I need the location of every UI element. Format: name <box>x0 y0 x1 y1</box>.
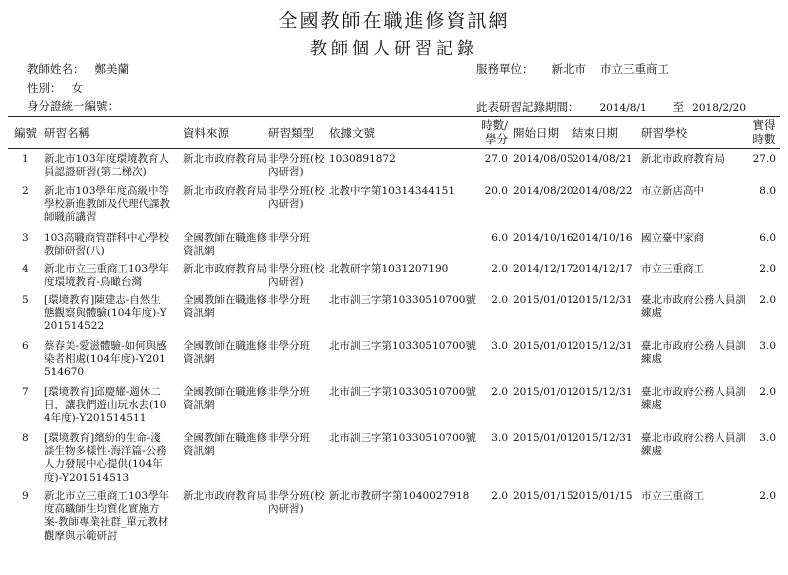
cell-no: 9 <box>22 490 29 502</box>
cell-doc: 北市訓三字第10330510700號 <box>329 386 476 398</box>
col-end-date: 結束日期 <box>572 126 618 140</box>
cell-name: 新北市立三重商工103學年度環境教育-鳥瞰台灣 <box>44 263 170 289</box>
period-end: 2018/2/20 <box>692 102 747 114</box>
page-subtitle: 教師個人研習記錄 <box>310 39 478 59</box>
cell-doc: 北市訓三字第10330510700號 <box>329 432 476 444</box>
cell-earned: 3.0 <box>759 340 776 352</box>
col-type: 研習類型 <box>268 126 314 140</box>
cell-end: 2014/12/17 <box>572 263 633 275</box>
cell-no: 3 <box>22 232 29 244</box>
service-unit-city: 新北市 <box>551 62 586 76</box>
cell-name: [環境教育]陳建志-自然生態觀察與體驗(104年度)-Y201514522 <box>44 294 167 333</box>
cell-type: 非學分班(校內研習) <box>268 263 325 289</box>
cell-no: 2 <box>22 185 29 197</box>
col-no: 編號 <box>14 126 37 140</box>
cell-start: 2014/12/17 <box>513 263 574 275</box>
service-unit-school: 市立三重商工 <box>600 62 669 76</box>
col-source: 資料來源 <box>183 126 229 140</box>
teacher-name-label: 教師姓名： <box>27 62 85 76</box>
record-period-row <box>476 99 746 115</box>
cell-earned: 2.0 <box>759 386 776 398</box>
cell-doc: 北市訓三字第10330510700號 <box>329 294 476 306</box>
cell-end: 2015/01/15 <box>572 490 633 502</box>
cell-start: 2015/01/01 <box>513 432 574 444</box>
cell-earned: 2.0 <box>759 490 776 502</box>
cell-hours: 20.0 <box>484 185 508 197</box>
gender-row <box>27 80 83 96</box>
cell-name: 蔡春美-愛滋體驗-如何與感染者相處(104年度)-Y201514670 <box>44 340 167 379</box>
col-host-school: 研習學校 <box>641 126 687 140</box>
cell-start: 2014/08/20 <box>513 185 574 197</box>
cell-type: 非學分班 <box>268 340 310 352</box>
cell-source: 新北市政府教育局 <box>183 490 267 502</box>
col-start-date: 開始日期 <box>513 126 559 140</box>
cell-end: 2014/08/21 <box>572 153 633 165</box>
cell-earned: 2.0 <box>759 263 776 275</box>
cell-hours: 2.0 <box>491 386 508 398</box>
teacher-name-row <box>27 61 129 77</box>
cell-school: 臺北市政府公務人員訓練處 <box>641 386 746 412</box>
cell-start: 2014/08/05 <box>513 153 574 165</box>
cell-start: 2014/10/16 <box>513 232 574 244</box>
cell-source: 新北市政府教育局 <box>183 153 267 165</box>
cell-earned: 3.0 <box>759 432 776 444</box>
cell-doc: 北教研字第1031207190 <box>329 263 449 275</box>
cell-school: 國立臺中家商 <box>641 232 704 244</box>
cell-type: 非學分班 <box>268 294 310 306</box>
col-course-name: 研習名稱 <box>44 126 90 140</box>
cell-end: 2015/12/31 <box>572 432 633 444</box>
cell-end: 2014/08/22 <box>572 185 633 197</box>
cell-doc: 北市訓三字第10330510700號 <box>329 340 476 352</box>
cell-end: 2014/10/16 <box>572 232 633 244</box>
cell-hours: 2.0 <box>491 263 508 275</box>
cell-source: 全國教師在職進修資訊網 <box>183 386 267 412</box>
cell-no: 1 <box>22 153 29 165</box>
cell-type: 非學分班(校內研習) <box>268 185 325 211</box>
cell-doc: 北教中字第10314344151 <box>329 185 455 197</box>
teacher-name: 鄭美蘭 <box>94 62 129 76</box>
cell-school: 臺北市政府公務人員訓練處 <box>641 340 746 366</box>
period-start: 2014/8/1 <box>599 102 647 114</box>
col-earned-hours: 實得時數 <box>752 118 776 146</box>
cell-type: 非學分班(校內研習) <box>268 153 325 179</box>
header-bottom-rule <box>8 148 780 149</box>
cell-type: 非學分班 <box>268 232 310 244</box>
cell-no: 4 <box>22 263 29 275</box>
cell-name: 新北市103年度環境教育人員認證研習(第二梯次) <box>44 153 170 179</box>
id-number-label: 身分證統一編號： <box>27 99 119 113</box>
cell-source: 全國教師在職進修資訊網 <box>183 232 267 258</box>
cell-source: 全國教師在職進修資訊網 <box>183 294 267 320</box>
col-doc-number: 依據文號 <box>329 126 375 140</box>
cell-school: 新北市政府教育局 <box>641 153 725 165</box>
cell-school: 市立新店高中 <box>641 185 704 197</box>
cell-start: 2015/01/01 <box>513 294 574 306</box>
cell-type: 非學分班 <box>268 386 310 398</box>
cell-end: 2015/12/31 <box>572 294 633 306</box>
cell-no: 5 <box>22 294 29 306</box>
cell-hours: 27.0 <box>484 153 508 165</box>
cell-school: 臺北市政府公務人員訓練處 <box>641 294 746 320</box>
cell-hours: 2.0 <box>491 490 508 502</box>
cell-earned: 6.0 <box>759 232 776 244</box>
cell-start: 2015/01/15 <box>513 490 574 502</box>
service-unit-row <box>476 61 669 77</box>
header-top-rule <box>8 116 780 117</box>
cell-hours: 2.0 <box>491 294 508 306</box>
cell-doc: 新北市教研字第1040027918 <box>329 490 470 502</box>
cell-hours: 3.0 <box>491 340 508 352</box>
cell-no: 6 <box>22 340 29 352</box>
period-to: 至 <box>672 100 685 114</box>
cell-earned: 27.0 <box>752 153 776 165</box>
col-hours-credits: 時數/學分 <box>481 118 508 146</box>
gender-value: 女 <box>71 81 83 95</box>
cell-source: 全國教師在職進修資訊網 <box>183 340 267 366</box>
cell-earned: 2.0 <box>759 294 776 306</box>
cell-start: 2015/01/01 <box>513 340 574 352</box>
cell-type: 非學分班 <box>268 432 310 444</box>
gender-label: 性別： <box>27 81 62 95</box>
cell-name: 103高職商管群科中心學校教師研習(八) <box>44 232 170 258</box>
cell-no: 7 <box>22 386 29 398</box>
record-period-label: 此表研習記錄期間： <box>476 100 580 114</box>
cell-no: 8 <box>22 432 29 444</box>
cell-hours: 6.0 <box>491 232 508 244</box>
cell-end: 2015/12/31 <box>572 386 633 398</box>
cell-source: 全國教師在職進修資訊網 <box>183 432 267 458</box>
cell-earned: 8.0 <box>759 185 776 197</box>
cell-school: 市立三重商工 <box>641 490 704 502</box>
cell-name: 新北市103學年度高級中等學校新進教師及代理代課教師職前講習 <box>44 185 170 224</box>
page-title: 全國教師在職進修資訊網 <box>278 10 510 32</box>
cell-start: 2015/01/01 <box>513 386 574 398</box>
cell-school: 臺北市政府公務人員訓練處 <box>641 432 746 458</box>
cell-type: 非學分班(校內研習) <box>268 490 325 516</box>
cell-source: 新北市政府教育局 <box>183 263 267 275</box>
cell-end: 2015/12/31 <box>572 340 633 352</box>
cell-hours: 3.0 <box>491 432 508 444</box>
cell-source: 新北市政府教育局 <box>183 185 267 197</box>
cell-name: [環境教育]邱慶耀-週休二日，讓我們遊山玩水去(104年度)-Y201514511 <box>44 386 167 425</box>
cell-school: 市立三重商工 <box>641 263 704 275</box>
cell-name: 新北市立三重商工103學年度高職師生均質化實施方案-教師專業社群_單元教材觀摩與示範研討 <box>44 490 170 542</box>
cell-doc: 1030891872 <box>329 153 396 165</box>
service-unit-label: 服務單位： <box>476 62 534 76</box>
cell-name: [環境教育]繽紛的生命-淺談生物多樣性-海洋篇-公務人力發展中心提供(104年度)-Y201514513 <box>44 432 167 484</box>
